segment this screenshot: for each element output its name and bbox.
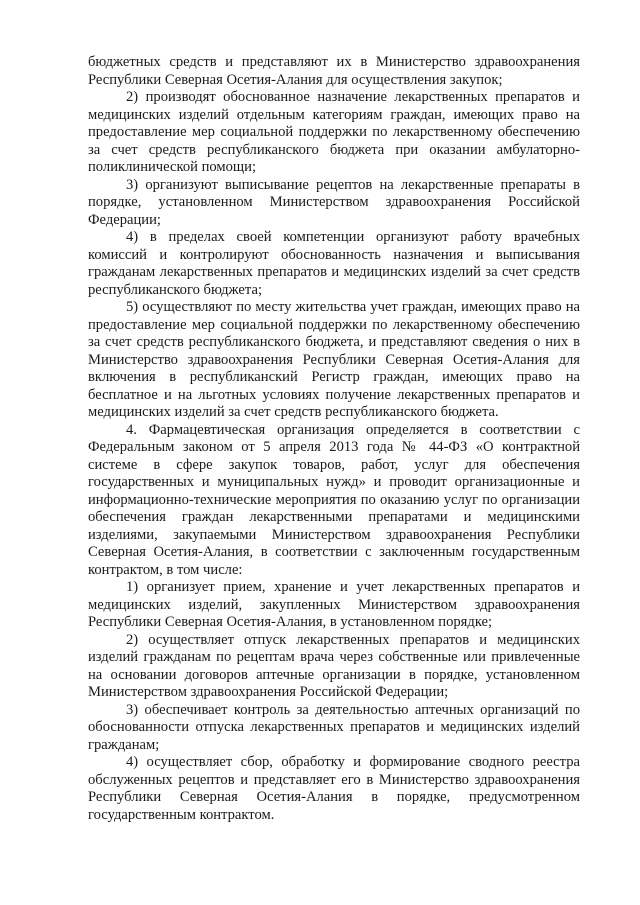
paragraph-item-3-prescriptions: 3) организуют выписывание рецептов на лекарственные препараты в порядке, установленном Министерством здравоохранения Российской Федерации; [88,176,580,228]
paragraph-section-4-pharmacy: 4. Фармацевтическая организация определяется в соответствии с Федеральным законом от 5 апреля 2013 года № 44-ФЗ «О контрактной системе в сфере закупок товаров, работ, услуг для обеспечения государственных и муниципальных нужд» и проводит организационные и информационно-технические мероприятия по оказанию услуг по организации обеспечения граждан лекарственными препаратами и медицинскими изделиями, закупаемыми Министерством здравоохранения Республики Северная Осетия-Алания, в соответствии с заключенным государственным контрактом, в том числе: [88,421,580,578]
paragraph-pharmacy-item-1: 1) организует прием, хранение и учет лекарственных препаратов и медицинских изделий, закупленных Министерством здравоохранения Республики Северная Осетия-Алания, в установленном порядке; [88,579,580,630]
paragraph-pharmacy-item-3: 3) обеспечивает контроль за деятельностью аптечных организаций по обоснованности отпуска лекарственных препаратов и медицинских изделий гражданам; [88,701,580,753]
paragraph-item-2-prescribe: 2) производят обоснованное назначение лекарственных препаратов и медицинских изделий отдельным категориям граждан, имеющих право на предоставление мер социальной поддержки по лекарственному обеспечению за счет средств республиканского бюджета при оказании амбулаторно-поликлинической помощи; [88,89,580,175]
paragraph-item-5-registry: 5) осуществляют по месту жительства учет граждан, имеющих право на предоставление мер социальной поддержки по лекарственному обеспечению за счет средств республиканского бюджета, и представляют сведения о них в Министерство здравоохранения Республики Северная Осетия-Алания для включения в республиканский Регистр граждан, имеющих право на бесплатное и на льготных условиях получение лекарственных препаратов и медицинских изделий за счет средств республиканского бюджета. [88,299,580,420]
paragraph-item-4-commissions: 4) в пределах своей компетенции организуют работу врачебных комиссий и контролируют обоснованность назначения и выписывания гражданам лекарственных препаратов и медицинских изделий за счет средств республиканского бюджета; [88,229,580,298]
paragraph-pharmacy-item-4: 4) осуществляет сбор, обработку и формирование сводного реестра обслуженных рецептов и представляет его в Министерство здравоохранения Республики Северная Осетия-Алания в порядке, предусмотренном государственным контрактом. [88,754,580,823]
paragraph-continuation: бюджетных средств и представляют их в Министерство здравоохранения Республики Северная Осетия-Алания для осуществления закупок; [88,54,580,88]
paragraph-pharmacy-item-2: 2) осуществляет отпуск лекарственных препаратов и медицинских изделий гражданам по рецептам врача через собственные или привлеченные на основании договоров аптечные организации в порядке, установленном Министерством здравоохранения Российской Федерации; [88,631,580,700]
document-page [88,54,580,824]
